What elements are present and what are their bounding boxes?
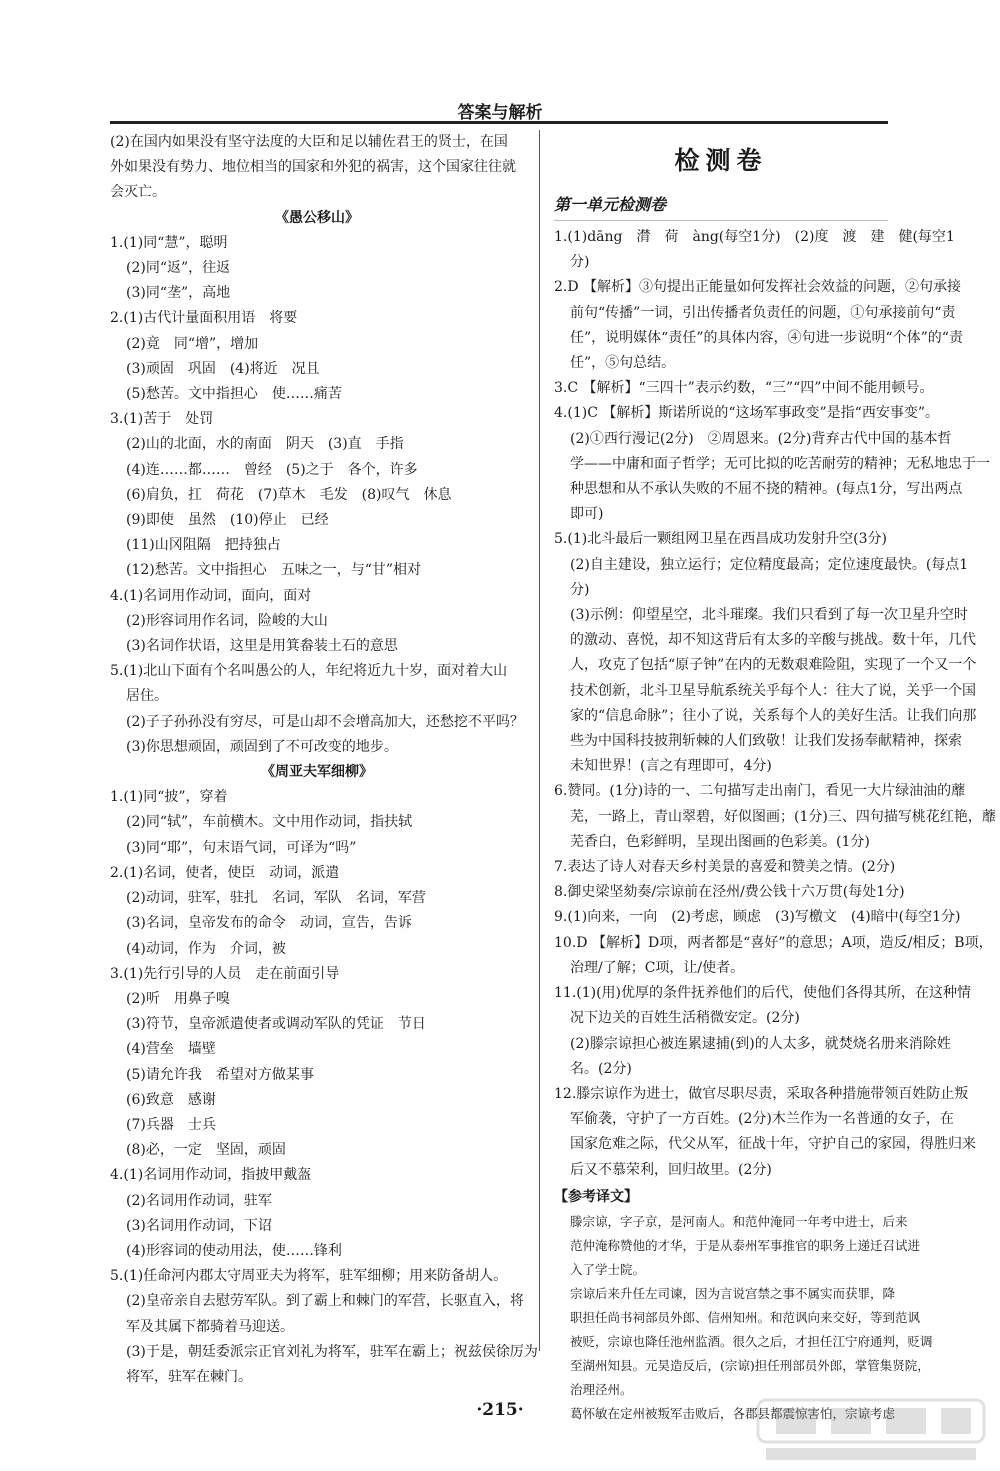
answer-line: (2)听 用鼻子嗅 <box>126 990 230 1007</box>
answer-line: (5)请允许我 希望对方做某事 <box>126 1066 314 1083</box>
answer-line: (4)连……都…… 曾经 (5)之于 各个，许多 <box>126 461 418 478</box>
reference-translation <box>554 1210 933 1426</box>
answer-line: 未知世界！(言之有理即可，4分) <box>570 758 772 775</box>
answer-line: 9.(1)向来，一向 (2)考虑，顾虑 (3)写檄文 (4)暗中(每空1分) <box>554 909 961 926</box>
answer-line: (2)形容词用作名词，险峻的大山 <box>126 612 328 629</box>
answer-line: 国家危难之际，代父从军，征战十年，守护自己的家园，得胜归来 <box>570 1136 976 1153</box>
answer-line: (3)符节，皇帝派遣使者或调动军队的凭证 节日 <box>126 1016 426 1033</box>
answer-line: (2)①西行漫记(2分) ②周恩来。(2分)背弃古代中国的基本哲 <box>570 430 952 447</box>
intro-block <box>110 130 524 206</box>
translation-line: 至湖州知县。元昊造反后，(宗谅)担任刑部员外郎，掌管集贤院， <box>570 1357 930 1373</box>
translation-line: 治理泾州。 <box>570 1381 633 1397</box>
answer-line: 任”，⑤句总结。 <box>570 355 676 372</box>
answer-line: 将军，驻军在棘门。 <box>126 1368 252 1385</box>
answer-line: 芜香白，色彩鲜明，呈现出图画的色彩美。(1分) <box>570 833 870 850</box>
answer-line: (2)自主建设，独立运行；定位精度最高；定位速度最快。(每点1 <box>570 556 969 573</box>
answer-line: 2.D 【解析】③句提出正能量如何发挥社会效益的问题，②句承接 <box>554 279 962 296</box>
watermark-logo <box>756 1396 986 1466</box>
answer-line: 1.(1)同“披”，穿着 <box>110 789 228 806</box>
answer-line: (2)同“返”，往返 <box>126 260 231 277</box>
translation-line: 入了学士院。 <box>570 1261 646 1277</box>
answer-line: (5)愁苦。文中指担心 使……痛苦 <box>126 386 342 403</box>
answer-line: (7)兵器 士兵 <box>126 1116 216 1133</box>
answer-line: (2)竟 同“增”，增加 <box>126 335 259 352</box>
answer-line: 3.(1)苦于 处罚 <box>110 411 214 428</box>
answer-line: (6)肩负，扛 荷花 (7)草木 毛发 (8)叹气 休息 <box>126 486 452 503</box>
answer-line: 1.(1)dāng 潸 荷 àng(每空1分) (2)度 渡 建 健(每空1 <box>554 229 955 245</box>
answer-line: (3)顽固 巩固 (4)将近 况且 <box>126 360 320 377</box>
answer-line: (8)必，一定 坚固，顽固 <box>126 1142 286 1159</box>
right-column <box>554 130 996 1421</box>
translation-line: 葛怀敏在定州被叛军击败后，各郡县都震惊害怕，宗谅考虑 <box>570 1405 896 1421</box>
translation-line: 范仲淹称赞他的才华，于是从泰州军事推官的职务上递迁召试进 <box>570 1237 921 1253</box>
answer-line: (4)动词，作为 介词，被 <box>126 940 286 957</box>
answer-line: 治理/了解；C项，让/使者。 <box>570 959 745 976</box>
answer-line: 学——中庸和面子哲学；无可比拟的吃苦耐劳的精神；无私地忠于一 <box>570 455 990 472</box>
intro-line: 会灭亡。 <box>110 184 166 201</box>
answer-line: 2.(1)古代计量面积用语 将要 <box>110 310 298 327</box>
answer-line: 即可) <box>570 506 604 523</box>
answer-line: (9)即使 虽然 (10)停止 已经 <box>126 512 329 529</box>
translation-line: 宗谅后来升任左司谏，因为言说宫禁之事不属实而获罪，降 <box>570 1285 896 1301</box>
unit-answers <box>554 225 996 1183</box>
answer-line: (2)滕宗谅担心被连累逮捕(到)的人太多，就焚烧名册来消除姓 <box>570 1035 951 1052</box>
answer-line: (2)子子孙孙没有穷尽，可是山却不会增高加大，还愁挖不平吗？ <box>126 713 524 730</box>
answer-line: (3)名词用作动词，下诏 <box>126 1217 272 1234</box>
intro-line: (2)在国内如果没有坚守法度的大臣和足以辅佐君王的贤士，在国 <box>110 134 508 150</box>
header-rule <box>110 121 888 124</box>
intro-line: 外如果没有势力、地位相当的国家和外犯的祸害，这个国家往往就 <box>110 159 516 176</box>
answer-line: 11.(1)(用)优厚的条件抚养他们的后代，使他们各得其所，在这种情 <box>554 985 972 1002</box>
answer-line: (3)同“耶”，句末语气词，可译为“吗” <box>126 839 357 856</box>
answer-line: 任”，说明媒体“责任”的具体内容，④句进一步说明“个体”的“责 <box>570 329 963 346</box>
section-yugong-answers <box>110 231 524 760</box>
answer-line: 2.(1)名词，使者，使臣 动词，派遣 <box>110 864 340 881</box>
section-title-yugong: 《愚公移山》 <box>275 209 359 226</box>
left-column <box>110 130 538 1385</box>
answer-line: 5.(1)北斗最后一颗组网卫星在西昌成功发射升空(3分) <box>554 531 888 548</box>
answer-line: 4.(1)名词用作动词，指披甲戴盔 <box>110 1167 312 1184</box>
test-paper-title: 检测卷 <box>674 146 768 175</box>
answer-line: 分) <box>570 581 590 598</box>
answer-line: (3)于是，朝廷委派宗正官刘礼为将军，驻军在霸上；祝兹侯徐厉为 <box>126 1343 538 1360</box>
answer-line: (2)皇帝亲自去慰劳军队。到了霸上和棘门的军营，长驱直入，将 <box>126 1293 524 1310</box>
answer-line: (3)名词，皇帝发布的命令 动词，宣告，告诉 <box>126 915 412 932</box>
answer-line: (2)名词用作动词，驻军 <box>126 1192 272 1209</box>
unit-title: 第一单元检测卷 <box>554 190 888 221</box>
answer-line: 的激动、喜悦，却不知这背后有太多的辛酸与挑战。数十年，几代 <box>570 632 976 649</box>
page-number: ·215· <box>476 1400 524 1420</box>
answer-line: 后又不慕荣利，回归故里。(2分) <box>570 1161 772 1178</box>
answer-line: 军及其属下都骑着马迎送。 <box>126 1318 294 1335</box>
answer-line: (2)动词，驻军，驻扎 名词，军队 名词，军营 <box>126 890 426 907</box>
answer-line: (2)山的北面，水的南面 阴天 (3)直 手指 <box>126 436 404 453</box>
answer-line: 4.(1)C 【解析】斯诺所说的“这场军事政变”是指“西安事变”。 <box>554 405 939 422</box>
answer-line: 分) <box>570 254 590 271</box>
answer-line: 3.C 【解析】“三四十”表示约数，“三”“四”中间不能用顿号。 <box>554 380 934 397</box>
answer-line: 3.(1)先行引导的人员 走在前面引导 <box>110 965 340 982</box>
answer-line: (11)山冈阻隔 把持独占 <box>126 537 281 554</box>
answer-line: 技术创新，北斗卫星导航系统关乎每个人：往大了说，关乎一个国 <box>570 682 976 699</box>
page-header: 答案与解析 <box>457 103 543 123</box>
answer-line: (12)愁苦。文中指担心 五味之一，与“甘”相对 <box>126 562 422 579</box>
answer-line: 10.D 【解析】D项，两者都是“喜好”的意思；A项，造反/相反；B项， <box>554 934 993 951</box>
answer-line: (4)营垒 墙壁 <box>126 1041 216 1058</box>
answer-line: 7.表达了诗人对春天乡村美景的喜爱和赞美之情。(2分) <box>554 859 896 876</box>
answer-line: (2)同“轼”，车前横木。文中用作动词，指扶轼 <box>126 814 413 831</box>
answer-line: 5.(1)任命河内郡太守周亚夫为将军，驻军细柳；用来防备胡人。 <box>110 1268 508 1285</box>
answer-line: 6.赞同。(1分)诗的一、二句描写走出南门，看见一大片绿油油的蘼 <box>554 783 966 800</box>
answer-line: (3)你思想顽固，顽固到了不可改变的地步。 <box>126 738 398 755</box>
section-title-zhouyafu: 《周亚夫军细柳》 <box>261 764 373 781</box>
answer-line: 1.(1)同“慧”，聪明 <box>110 234 228 251</box>
reference-translation-title: 【参考译文】 <box>554 1188 638 1205</box>
section-zhouyafu-answers <box>110 785 538 1390</box>
answer-line: 芜，一路上，青山翠碧，好似图画；(1分)三、四句描写桃花红艳，蘼 <box>570 808 996 825</box>
translation-line: 滕宗谅，字子京，是河南人。和范仲淹同一年考中进士，后来 <box>570 1213 908 1229</box>
answer-line: 家的“信息命脉”；往小了说，关系每个人的美好生活。让我们向那 <box>570 707 977 724</box>
answer-line: 种思想和从不承认失败的不屈不挠的精神。(每点1分，写出两点 <box>570 481 963 498</box>
answer-line: 5.(1)北山下面有个名叫愚公的人，年纪将近九十岁，面对着大山 <box>110 663 508 680</box>
answer-line: 况下边关的百姓生活稍微安定。(2分) <box>570 1010 800 1027</box>
answer-line: 4.(1)名词用作动词，面向，面对 <box>110 587 312 604</box>
answer-line: 军偷袭，守护了一方百姓。(2分)木兰作为一名普通的女子，在 <box>570 1111 954 1128</box>
translation-line: 被贬，宗谅也降任池州监酒。很久之后，才担任江宁府通判，贬调 <box>570 1333 933 1349</box>
translation-line: 职担任尚书祠部员外郎、信州知州。和范讽向来交好，等到范讽 <box>570 1309 921 1325</box>
answer-line: 8.御史梁坚劾奏/宗谅前在泾州/费公钱十六万贯(每处1分) <box>554 884 905 901</box>
answer-line: 居住。 <box>126 688 168 705</box>
answer-line: (3)名词作状语，这里是用箕畚装土石的意思 <box>126 638 398 655</box>
answer-line: (3)同“垄”，高地 <box>126 285 231 302</box>
answer-line: (3)示例：仰望星空，北斗璀璨。我们只看到了每一次卫星升空时 <box>570 607 968 624</box>
answer-line: 人，攻克了包括“原子钟”在内的无数艰难险阻，实现了一个又一个 <box>570 657 977 674</box>
answer-line: 些为中国科技披荆斩棘的人们致敬！让我们发扬奉献精神，探索 <box>570 733 962 750</box>
answer-line: 前句“传播”一词，引出传播者负责任的问题，①句承接前句“责 <box>570 304 956 321</box>
column-divider <box>539 130 540 1351</box>
answer-line: 12.滕宗谅作为进士，做官尽职尽责，采取各种措施带领百姓防止叛 <box>554 1085 969 1102</box>
answer-line: 名。(2分) <box>570 1060 632 1077</box>
answer-line: (6)致意 感谢 <box>126 1091 216 1108</box>
answer-line: (4)形容词的使动用法，使……锋利 <box>126 1242 342 1259</box>
